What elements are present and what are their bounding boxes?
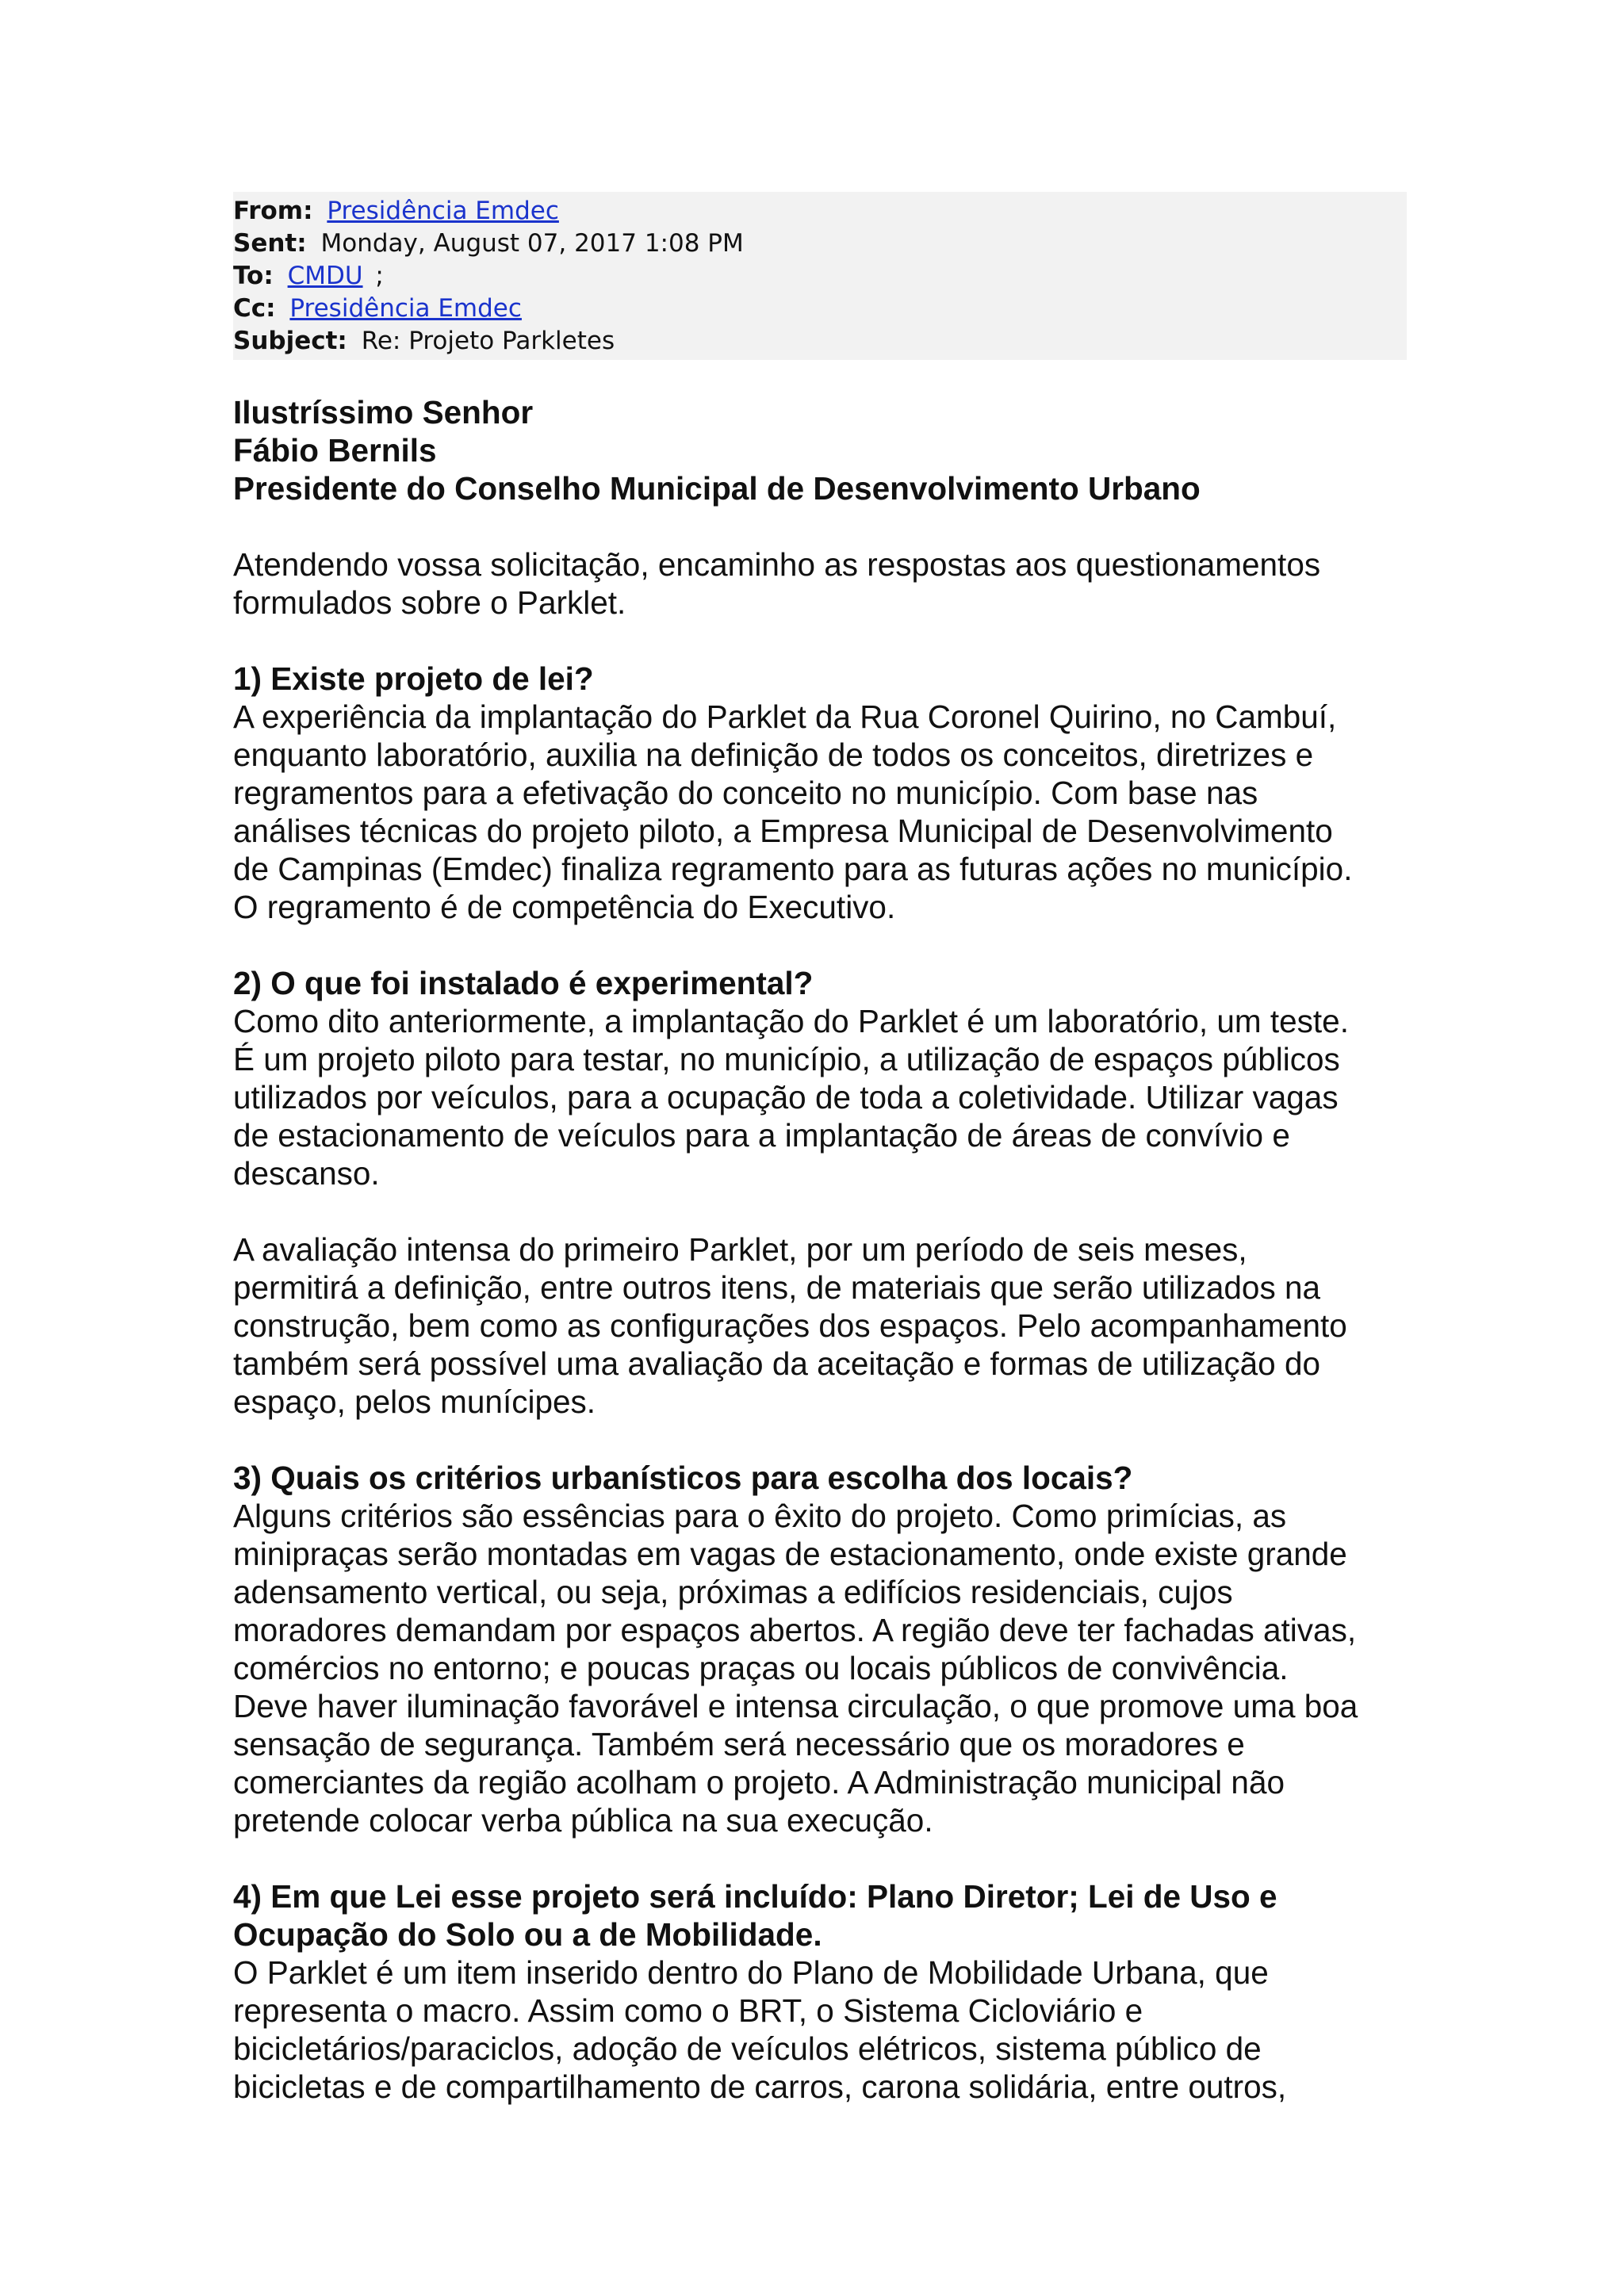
text-line: construção, bem como as configurações dos espaços. Pelo acompanhamento	[233, 1307, 1347, 1344]
header-cc-row	[233, 293, 1407, 325]
to-label: To:	[233, 262, 274, 290]
text-line: Atendendo vossa solicitação, encaminho as respostas aos questionamentos	[233, 546, 1321, 583]
text-line: Ocupação do Solo ou a de Mobilidade.	[233, 1916, 822, 1953]
text-line: bicicletários/paraciclos, adoção de veículos elétricos, sistema público de	[233, 2030, 1262, 2067]
to-link[interactable]: CMDU	[287, 262, 363, 290]
header-from-row	[233, 195, 1407, 228]
answer-paragraph	[233, 698, 1423, 926]
text-line: É um projeto piloto para testar, no município, a utilização de espaços públicos	[233, 1041, 1340, 1077]
qa-item-2	[233, 964, 1423, 1421]
text-line: de estacionamento de veículos para a implantação de áreas de convívio e	[233, 1117, 1290, 1154]
subject-label: Subject:	[233, 327, 347, 355]
cc-label: Cc:	[233, 294, 276, 323]
to-separator: ;	[375, 262, 384, 290]
text-line: comerciantes da região acolham o projeto. A Administração municipal não	[233, 1764, 1285, 1800]
text-line: Como dito anteriormente, a implantação do Parklet é um laboratório, um teste.	[233, 1003, 1349, 1039]
cc-link[interactable]: Presidência Emdec	[289, 294, 522, 323]
qa-item-4	[233, 1877, 1423, 2106]
text-line: A avaliação intensa do primeiro Parklet, por um período de seis meses,	[233, 1231, 1247, 1268]
qa-item-1	[233, 660, 1423, 926]
question-heading	[233, 1459, 1423, 1497]
sent-label: Sent:	[233, 229, 307, 258]
text-line: descanso.	[233, 1155, 380, 1192]
text-line: representa o macro. Assim como o BRT, o Sistema Cicloviário e	[233, 1992, 1143, 2029]
answer-paragraph	[233, 1230, 1423, 1421]
from-link[interactable]: Presidência Emdec	[327, 197, 559, 225]
letter-body	[233, 393, 1423, 2144]
email-header	[233, 192, 1407, 360]
text-line: espaço, pelos munícipes.	[233, 1383, 596, 1420]
from-label: From:	[233, 197, 313, 225]
answer-paragraph	[233, 1954, 1423, 2106]
text-line: também será possível uma avaliação da aceitação e formas de utilização do	[233, 1345, 1320, 1382]
text-line: 4) Em que Lei esse projeto será incluído: Plano Diretor; Lei de Uso e	[233, 1878, 1277, 1915]
text-line: minipraças serão montadas em vagas de estacionamento, onde existe grande	[233, 1536, 1347, 1572]
question-heading	[233, 964, 1423, 1002]
answer-paragraph	[233, 1002, 1423, 1192]
intro-paragraph	[233, 545, 1423, 622]
text-line: regramentos para a efetivação do conceito no município. Com base nas	[233, 775, 1258, 811]
header-to-row	[233, 260, 1407, 293]
question-heading	[233, 1877, 1423, 1954]
recipient-name: Fábio Bernils	[233, 432, 437, 469]
text-line: utilizados por veículos, para a ocupação de toda a coletividade. Utilizar vagas	[233, 1079, 1339, 1115]
text-line: A experiência da implantação do Parklet da Rua Coronel Quirino, no Cambuí,	[233, 698, 1337, 735]
subject-value: Re: Projeto Parkletes	[361, 327, 615, 355]
text-line: moradores demandam por espaços abertos. A região deve ter fachadas ativas,	[233, 1612, 1357, 1648]
text-line: comércios no entorno; e poucas praças ou locais públicos de convivência.	[233, 1650, 1289, 1686]
text-line: de Campinas (Emdec) finaliza regramento para as futuras ações no município.	[233, 851, 1353, 887]
salutation	[233, 393, 1423, 507]
text-line: adensamento vertical, ou seja, próximas a edifícios residenciais, cujos	[233, 1574, 1233, 1610]
text-line: sensação de segurança. Também será necessário que os moradores e	[233, 1726, 1245, 1762]
header-subject-row	[233, 325, 1407, 358]
recipient-title: Presidente do Conselho Municipal de Desenvolvimento Urbano	[233, 470, 1201, 507]
text-line: O Parklet é um item inserido dentro do Plano de Mobilidade Urbana, que	[233, 1954, 1269, 1991]
text-line: pretende colocar verba pública na sua execução.	[233, 1802, 933, 1839]
text-line: 2) O que foi instalado é experimental?	[233, 965, 814, 1001]
text-line: 1) Existe projeto de lei?	[233, 660, 594, 697]
text-line: bicicletas e de compartilhamento de carros, carona solidária, entre outros,	[233, 2068, 1287, 2105]
answer-paragraph	[233, 1497, 1423, 1839]
text-line: Deve haver iluminação favorável e intensa circulação, o que promove uma boa	[233, 1688, 1358, 1724]
text-line: Alguns critérios são essências para o êxito do projeto. Como primícias, as	[233, 1498, 1287, 1534]
text-line: 3) Quais os critérios urbanísticos para escolha dos locais?	[233, 1460, 1133, 1496]
sent-value: Monday, August 07, 2017 1:08 PM	[320, 229, 744, 258]
qa-item-3	[233, 1459, 1423, 1839]
text-line: formulados sobre o Parklet.	[233, 584, 626, 621]
text-line: permitirá a definição, entre outros itens, de materiais que serão utilizados na	[233, 1269, 1320, 1306]
text-line: O regramento é de competência do Executivo.	[233, 889, 896, 925]
text-line: enquanto laboratório, auxilia na definição de todos os conceitos, diretrizes e	[233, 737, 1314, 773]
salutation-line: Ilustríssimo Senhor	[233, 394, 534, 430]
text-line: análises técnicas do projeto piloto, a Empresa Municipal de Desenvolvimento	[233, 813, 1333, 849]
header-sent-row	[233, 228, 1407, 260]
question-heading	[233, 660, 1423, 698]
